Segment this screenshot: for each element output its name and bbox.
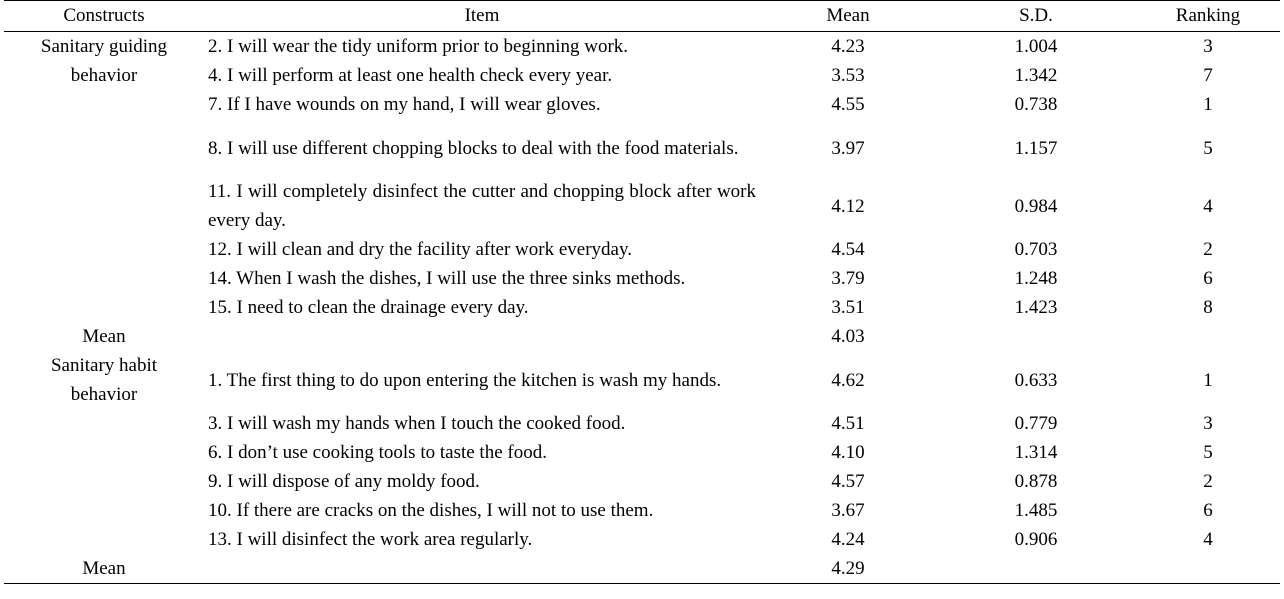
table-row xyxy=(4,90,1280,119)
mean-label: Mean xyxy=(82,326,126,347)
mean-value: 3.97 xyxy=(831,137,865,159)
mean-value: 4.62 xyxy=(831,369,865,391)
results-table-container xyxy=(4,0,1280,584)
sd-value: 0.703 xyxy=(1014,239,1058,260)
item-text: 4. I will perform at least one health check every year. xyxy=(208,65,613,86)
item-text: 15. I need to clean the drainage every day. xyxy=(208,297,529,318)
item-text: 1. The first thing to do upon entering the kitchen is wash my hands. xyxy=(208,369,722,391)
table-row xyxy=(4,235,1280,264)
item-text: 11. I will completely disinfect the cutter and chopping block after work every day. xyxy=(208,181,756,231)
mean-value: 3.79 xyxy=(831,268,865,289)
group-mean-row xyxy=(4,554,1280,584)
table-row xyxy=(4,61,1280,90)
construct-label: behavior xyxy=(70,384,138,405)
construct-label: Sanitary guiding xyxy=(40,36,168,57)
sd-value: 1.248 xyxy=(1014,268,1058,289)
ranking-value: 6 xyxy=(1203,268,1213,289)
header-row xyxy=(4,1,1280,32)
sd-value: 1.004 xyxy=(1014,36,1058,57)
item-text: 13. I will disinfect the work area regularly. xyxy=(208,529,533,550)
mean-value: 4.24 xyxy=(831,529,865,550)
mean-value: 4.54 xyxy=(831,239,865,260)
table-row xyxy=(4,264,1280,293)
mean-value: 4.57 xyxy=(831,471,865,492)
ranking-value: 1 xyxy=(1203,369,1213,391)
mean-value: 4.12 xyxy=(831,195,865,217)
item-text: 2. I will wear the tidy uniform prior to beginning work. xyxy=(208,36,629,57)
sd-value: 0.906 xyxy=(1014,529,1058,550)
table-row xyxy=(4,467,1280,496)
sd-value: 1.342 xyxy=(1014,65,1058,86)
table-row xyxy=(4,496,1280,525)
ranking-value: 5 xyxy=(1203,137,1213,159)
item-text: 8. I will use different chopping blocks to deal with the food materials. xyxy=(208,137,739,159)
header-ranking: Ranking xyxy=(1136,1,1280,32)
sd-value: 1.485 xyxy=(1014,500,1058,521)
ranking-value: 2 xyxy=(1203,471,1213,492)
sd-value: 0.633 xyxy=(1014,369,1058,391)
item-text: 10. If there are cracks on the dishes, I will not to use them. xyxy=(208,500,654,521)
table-row xyxy=(4,32,1280,62)
mean-value: 3.51 xyxy=(831,297,865,318)
table-body xyxy=(4,32,1280,584)
ranking-value: 7 xyxy=(1203,65,1213,86)
table-row xyxy=(4,293,1280,322)
item-text: 14. When I wash the dishes, I will use the three sinks methods. xyxy=(208,268,686,289)
group-mean-value: 4.29 xyxy=(760,554,936,584)
header-item: Item xyxy=(204,1,760,32)
construct-label: Sanitary habit xyxy=(50,355,158,376)
sd-value: 0.878 xyxy=(1014,471,1058,492)
mean-value: 4.55 xyxy=(831,94,865,115)
item-text: 6. I don’t use cooking tools to taste the food. xyxy=(208,442,547,463)
ranking-value: 8 xyxy=(1203,297,1213,318)
item-text: 3. I will wash my hands when I touch the cooked food. xyxy=(208,413,626,434)
ranking-value: 2 xyxy=(1203,239,1213,260)
sd-value: 0.779 xyxy=(1014,413,1058,434)
construct-label: behavior xyxy=(70,65,138,86)
group-mean-row xyxy=(4,322,1280,351)
table-row xyxy=(4,409,1280,438)
sd-value: 0.738 xyxy=(1014,94,1058,115)
table-row xyxy=(4,119,1280,177)
ranking-value: 3 xyxy=(1203,36,1213,57)
item-text: 12. I will clean and dry the facility after work everyday. xyxy=(208,239,632,260)
item-text: 9. I will dispose of any moldy food. xyxy=(208,471,480,492)
table-row xyxy=(4,177,1280,235)
header-sd: S.D. xyxy=(936,1,1136,32)
sd-value: 0.984 xyxy=(1014,195,1058,217)
table-row xyxy=(4,351,1280,380)
sd-value: 1.157 xyxy=(1014,137,1058,159)
mean-value: 3.67 xyxy=(831,500,865,521)
header-mean: Mean xyxy=(760,1,936,32)
item-text: 7. If I have wounds on my hand, I will wear gloves. xyxy=(208,94,601,115)
ranking-value: 5 xyxy=(1203,442,1213,463)
ranking-value: 3 xyxy=(1203,413,1213,434)
group-mean-value: 4.03 xyxy=(831,326,865,347)
ranking-value: 4 xyxy=(1203,529,1213,550)
ranking-value: 1 xyxy=(1203,94,1213,115)
ranking-value: 4 xyxy=(1203,195,1213,217)
table-header xyxy=(4,1,1280,32)
table-row xyxy=(4,525,1280,554)
mean-label: Mean xyxy=(4,554,204,584)
ranking-value: 6 xyxy=(1203,500,1213,521)
table-row xyxy=(4,438,1280,467)
mean-value: 4.23 xyxy=(831,36,865,57)
mean-value: 4.10 xyxy=(831,442,865,463)
mean-value: 4.51 xyxy=(831,413,865,434)
header-constructs: Constructs xyxy=(4,1,204,32)
sd-value: 1.423 xyxy=(1014,297,1058,318)
sd-value: 1.314 xyxy=(1014,442,1058,463)
results-table xyxy=(4,0,1280,584)
mean-value: 3.53 xyxy=(831,65,865,86)
